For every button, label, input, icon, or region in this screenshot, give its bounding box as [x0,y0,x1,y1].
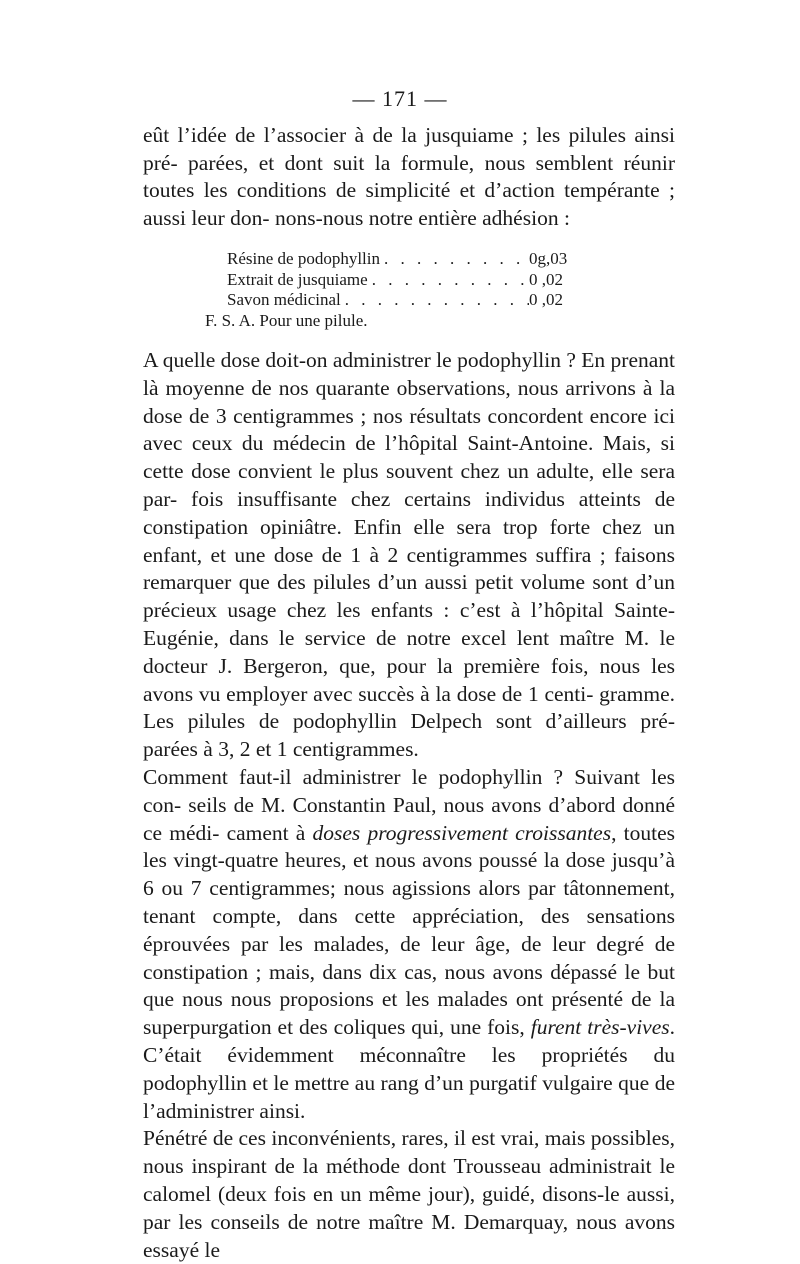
dot-leader [380,249,529,270]
formula-instruction: F. S. A. Pour une pilule. [205,310,368,330]
text-run: Comment faut-il administrer le podophyllin ? Suivant les con- seils de M. Constantin Paul, nous avons d’abord donné ce médi- cament à [143,764,675,845]
dot-leader [341,290,529,311]
formula-line [205,270,585,291]
paragraph-administration [143,764,675,1125]
formula-ingredient: Extrait de jusquiame [227,269,368,289]
intro-paragraph: eût l’idée de l’associer à de la jusquiame ; les pilules ainsi pré- parées, et dont suit la formule, nous semblent réunir toutes les conditions de simplicité et d’action tempérante ; aussi leur don- nons-nous notre entière adhésion : [143,123,675,230]
formula-quantity: 0g,03 [529,249,568,268]
paragraph-dose: A quelle dose doit-on administrer le podophyllin ? En prenant là moyenne de nos quarante observations, nous arrivons à la dose de 3 centigrammes ; nos résultats concordent encore ici avec ceux du médecin de l’hôpital Saint-Antoine. Mais, si cette dose convient le plus souvent chez un adulte, elle sera par- fois insuffisante chez certains individus atteints de constipation opiniâtre. Enfin elle sera trop forte chez un enfant, et une dose de 1 à 2 centigrammes suffira ; faisons remarquer que des pilules d’un aussi petit volume sont d’un précieux usage chez les enfants : c’est à l’hôpital Sainte-Eugénie, dans le service de notre excel lent maître M. le docteur J. Bergeron, que, pour la première fois, nous les avons vu employer avec succès à la dose de 1 centi- gramme. Les pilules de podophyllin Delpech sont d’ailleurs pré- parées à 3, 2 et 1 centigrammes. [143,348,676,762]
formula-ingredient: Savon médicinal [227,290,341,309]
page-number: — 171 — [352,86,448,111]
formula-quantity: 0 ,02 [529,290,563,309]
pill-formula [205,249,585,331]
text-run: . C’était évidemment méconnaître les propriétés du podophyllin et le mettre au rang d’un purgatif vulgaire que de l’administrer ainsi. [143,1015,676,1123]
formula-line [205,290,585,311]
body-text [143,347,675,1264]
paragraph-method: Pénétré de ces inconvénients, rares, il est vrai, mais possibles, nous inspirant de la méthode dont Trousseau administrait le calomel (deux fois en un même jour), guidé, disons-le aussi, par les conseils de notre maître M. Demarquay, nous avons essayé le [143,1126,675,1262]
text-run: , toutes les vingt-quatre heures, et nous avons poussé la dose jusqu’à 6 ou 7 centigrammes; nous agissions alors par tâtonnement, tenant compte, dans cette appréciation, des sensations éprouvées par les malades, de leur âge, de leur degré de constipation ; mais, dans dix cas, nous avons dépassé le but que nous nous proposions et les malades ont présenté de la superpurgation et des coliques qui, une fois, [143,820,675,1040]
italic-phrase: furent très-vives [530,1015,670,1040]
formula-quantity: 0 ,02 [529,269,563,289]
formula-line [205,249,585,270]
formula-ingredient: Résine de podophyllin [227,249,380,268]
italic-phrase: doses progressivement croissantes [312,820,612,845]
dot-leader [368,270,529,291]
